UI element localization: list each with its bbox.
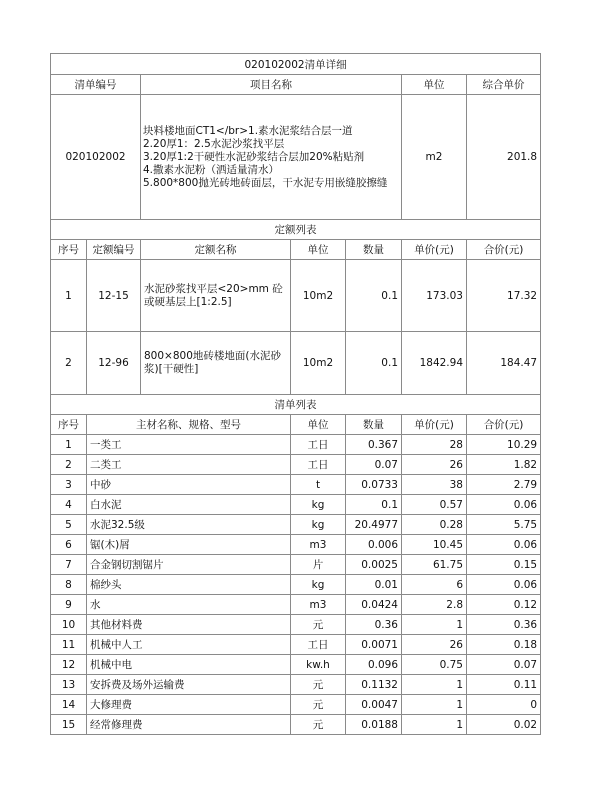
material-name: 大修理费 xyxy=(87,695,291,715)
quota-section-row xyxy=(51,220,541,240)
material-qty: 0.07 xyxy=(346,455,402,475)
bill-code-header: 清单编号 xyxy=(51,75,141,95)
material-seq: 8 xyxy=(51,575,87,595)
material-total: 0.12 xyxy=(467,595,541,615)
material-seq: 5 xyxy=(51,515,87,535)
material-unit: kg xyxy=(291,515,346,535)
material-qty: 0.0188 xyxy=(346,715,402,735)
material-seq: 1 xyxy=(51,435,87,455)
material-name-header: 主材名称、规格、型号 xyxy=(87,415,291,435)
material-unit: kg xyxy=(291,495,346,515)
material-row xyxy=(51,695,541,715)
material-row xyxy=(51,475,541,495)
material-seq-header: 序号 xyxy=(51,415,87,435)
bill-detail-table xyxy=(50,53,541,735)
material-row xyxy=(51,515,541,535)
material-qty: 0.006 xyxy=(346,535,402,555)
material-unit: m3 xyxy=(291,595,346,615)
material-total: 0.18 xyxy=(467,635,541,655)
material-section-row xyxy=(51,395,541,415)
bill-price: 201.8 xyxy=(467,95,541,220)
material-seq: 2 xyxy=(51,455,87,475)
material-row xyxy=(51,655,541,675)
material-name: 白水泥 xyxy=(87,495,291,515)
material-qty-header: 数量 xyxy=(346,415,402,435)
quota-seq-header: 序号 xyxy=(51,240,87,260)
material-row xyxy=(51,575,541,595)
material-price: 61.75 xyxy=(402,555,467,575)
page-title: 020102002清单详细 xyxy=(51,54,541,75)
bill-name-line: 4.撒素水泥粉（洒适量清水） xyxy=(143,163,280,176)
material-qty: 0.0733 xyxy=(346,475,402,495)
material-total: 0.07 xyxy=(467,655,541,675)
quota-qty: 0.1 xyxy=(346,260,402,332)
title-row xyxy=(51,54,541,75)
material-total: 0.06 xyxy=(467,535,541,555)
material-unit: 工日 xyxy=(291,635,346,655)
material-qty: 0.01 xyxy=(346,575,402,595)
bill-name xyxy=(141,95,402,220)
material-seq: 12 xyxy=(51,655,87,675)
material-unit: 元 xyxy=(291,695,346,715)
quota-unit: 10m2 xyxy=(291,260,346,332)
material-total: 0.36 xyxy=(467,615,541,635)
quota-name: 水泥砂浆找平层<20>mm 砼或硬基层上[1:2.5] xyxy=(141,260,291,332)
material-total: 0.02 xyxy=(467,715,541,735)
material-name: 棉纱头 xyxy=(87,575,291,595)
material-name: 水 xyxy=(87,595,291,615)
quota-total-header: 合价(元) xyxy=(467,240,541,260)
material-seq: 4 xyxy=(51,495,87,515)
bill-name-line: 块料楼地面CT1</br>1.素水泥浆结合层一道 xyxy=(143,124,353,137)
material-total: 0.15 xyxy=(467,555,541,575)
quota-header-row xyxy=(51,240,541,260)
material-row xyxy=(51,535,541,555)
material-price: 0.75 xyxy=(402,655,467,675)
quota-total: 184.47 xyxy=(467,332,541,395)
quota-section-title: 定额列表 xyxy=(51,220,541,240)
material-total: 10.29 xyxy=(467,435,541,455)
material-price: 1 xyxy=(402,675,467,695)
quota-seq: 2 xyxy=(51,332,87,395)
material-total: 5.75 xyxy=(467,515,541,535)
material-unit: 元 xyxy=(291,675,346,695)
quota-code-header: 定额编号 xyxy=(87,240,141,260)
quota-code: 12-15 xyxy=(87,260,141,332)
material-qty: 0.36 xyxy=(346,615,402,635)
material-unit: 元 xyxy=(291,715,346,735)
quota-price: 1842.94 xyxy=(402,332,467,395)
bill-header-row xyxy=(51,75,541,95)
material-name: 安拆费及场外运输费 xyxy=(87,675,291,695)
material-name: 经常修理费 xyxy=(87,715,291,735)
quota-code: 12-96 xyxy=(87,332,141,395)
material-name: 中砂 xyxy=(87,475,291,495)
material-price: 10.45 xyxy=(402,535,467,555)
material-unit: m3 xyxy=(291,535,346,555)
quota-price: 173.03 xyxy=(402,260,467,332)
quota-qty-header: 数量 xyxy=(346,240,402,260)
material-name: 锯(木)屑 xyxy=(87,535,291,555)
material-row xyxy=(51,635,541,655)
material-seq: 3 xyxy=(51,475,87,495)
material-total: 0 xyxy=(467,695,541,715)
bill-name-header: 项目名称 xyxy=(141,75,402,95)
material-price: 2.8 xyxy=(402,595,467,615)
bill-code: 020102002 xyxy=(51,95,141,220)
material-total: 0.11 xyxy=(467,675,541,695)
material-total: 2.79 xyxy=(467,475,541,495)
bill-name-line: 5.800*800抛光砖地砖面层，干水泥专用嵌缝胶擦缝 xyxy=(143,176,388,189)
material-total-header: 合价(元) xyxy=(467,415,541,435)
material-seq: 7 xyxy=(51,555,87,575)
material-row xyxy=(51,615,541,635)
quota-row xyxy=(51,260,541,332)
bill-detail-sheet xyxy=(50,53,540,735)
material-qty: 0.1132 xyxy=(346,675,402,695)
material-seq: 13 xyxy=(51,675,87,695)
material-price: 38 xyxy=(402,475,467,495)
material-qty: 0.367 xyxy=(346,435,402,455)
material-unit: t xyxy=(291,475,346,495)
material-unit: 工日 xyxy=(291,435,346,455)
material-seq: 14 xyxy=(51,695,87,715)
material-list xyxy=(51,435,541,735)
material-price-header: 单价(元) xyxy=(402,415,467,435)
material-header-row xyxy=(51,415,541,435)
material-seq: 10 xyxy=(51,615,87,635)
material-price: 1 xyxy=(402,615,467,635)
material-name: 水泥32.5级 xyxy=(87,515,291,535)
material-price: 26 xyxy=(402,455,467,475)
material-name: 机械中人工 xyxy=(87,635,291,655)
material-unit: 片 xyxy=(291,555,346,575)
material-name: 一类工 xyxy=(87,435,291,455)
material-name: 二类工 xyxy=(87,455,291,475)
material-price: 1 xyxy=(402,695,467,715)
material-unit: kg xyxy=(291,575,346,595)
quota-row xyxy=(51,332,541,395)
quota-name: 800×800地砖楼地面(水泥砂浆)[干硬性] xyxy=(141,332,291,395)
material-seq: 6 xyxy=(51,535,87,555)
material-total: 0.06 xyxy=(467,495,541,515)
material-seq: 9 xyxy=(51,595,87,615)
material-qty: 0.0025 xyxy=(346,555,402,575)
material-row xyxy=(51,675,541,695)
material-name: 机械中电 xyxy=(87,655,291,675)
material-row xyxy=(51,435,541,455)
bill-price-header: 综合单价 xyxy=(467,75,541,95)
material-qty: 20.4977 xyxy=(346,515,402,535)
material-row xyxy=(51,455,541,475)
material-price: 1 xyxy=(402,715,467,735)
material-qty: 0.0424 xyxy=(346,595,402,615)
material-price: 0.28 xyxy=(402,515,467,535)
quota-seq: 1 xyxy=(51,260,87,332)
quota-qty: 0.1 xyxy=(346,332,402,395)
material-qty: 0.096 xyxy=(346,655,402,675)
material-name: 其他材料费 xyxy=(87,615,291,635)
quota-price-header: 单价(元) xyxy=(402,240,467,260)
material-total: 0.06 xyxy=(467,575,541,595)
material-price: 6 xyxy=(402,575,467,595)
quota-unit: 10m2 xyxy=(291,332,346,395)
bill-name-line: 3.20厚1:2干硬性水泥砂浆结合层加20%粘贴剂 xyxy=(143,150,365,163)
material-qty: 0.1 xyxy=(346,495,402,515)
material-total: 1.82 xyxy=(467,455,541,475)
quota-total: 17.32 xyxy=(467,260,541,332)
bill-unit: m2 xyxy=(402,95,467,220)
material-section-title: 清单列表 xyxy=(51,395,541,415)
material-price: 26 xyxy=(402,635,467,655)
material-row xyxy=(51,595,541,615)
material-qty: 0.0047 xyxy=(346,695,402,715)
bill-unit-header: 单位 xyxy=(402,75,467,95)
quota-unit-header: 单位 xyxy=(291,240,346,260)
material-unit: kw.h xyxy=(291,655,346,675)
material-name: 合金钢切割锯片 xyxy=(87,555,291,575)
material-price: 28 xyxy=(402,435,467,455)
material-qty: 0.0071 xyxy=(346,635,402,655)
bill-row xyxy=(51,95,541,220)
material-unit-header: 单位 xyxy=(291,415,346,435)
material-price: 0.57 xyxy=(402,495,467,515)
material-unit: 工日 xyxy=(291,455,346,475)
bill-name-line: 2.20厚1：2.5水泥沙浆找平层 xyxy=(143,137,285,150)
material-row xyxy=(51,495,541,515)
quota-name-header: 定额名称 xyxy=(141,240,291,260)
material-row xyxy=(51,715,541,735)
material-unit: 元 xyxy=(291,615,346,635)
material-seq: 11 xyxy=(51,635,87,655)
material-seq: 15 xyxy=(51,715,87,735)
material-row xyxy=(51,555,541,575)
